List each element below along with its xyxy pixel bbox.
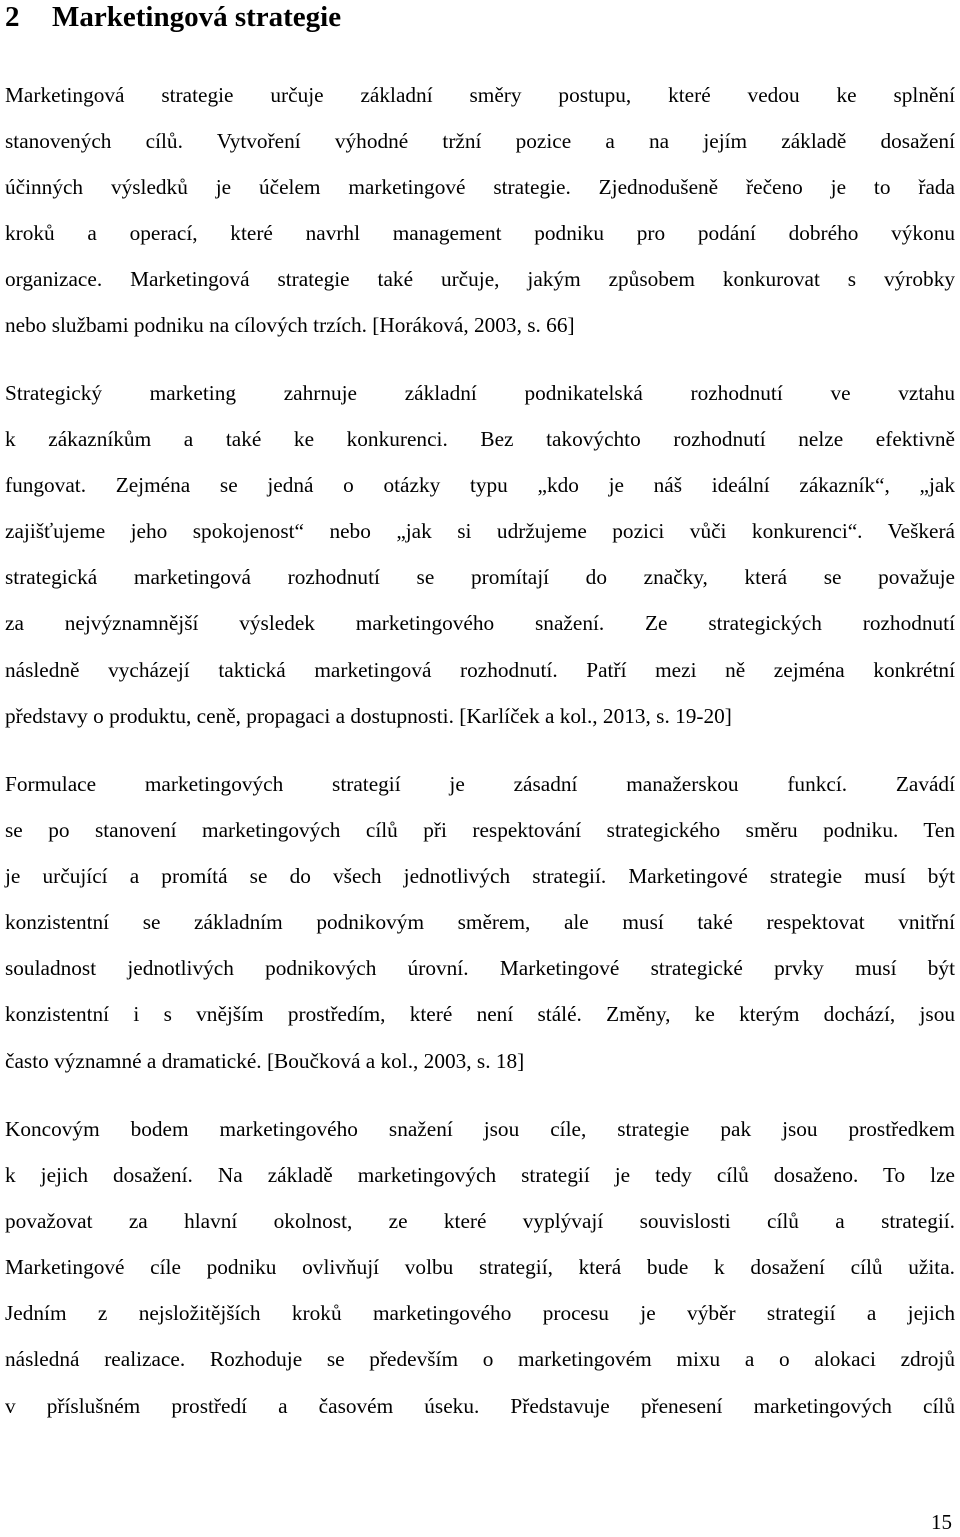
- text-line: k zákazníkům a také ke konkurenci. Bez takovýchto rozhodnutí nelze efektivně: [5, 427, 955, 452]
- text-line: za nejvýznamnější výsledek marketingového snažení. Ze strategických rozhodnutí: [5, 611, 955, 636]
- text-line: Formulace marketingových strategií je zásadní manažerskou funkcí. Zavádí: [5, 772, 955, 796]
- text-line: Marketingové cíle podniku ovlivňují volbu strategií, která bude k dosažení cílů užita.: [5, 1255, 955, 1280]
- paragraph-4: [5, 1106, 955, 1429]
- text-line: se po stanovení marketingových cílů při respektování strategického směru podniku. Ten: [5, 818, 955, 843]
- text-line: k jejich dosažení. Na základě marketingových strategií je tedy cílů dosaženo. To lze: [5, 1163, 955, 1188]
- text-line: Marketingová strategie určuje základní směry postupu, které vedou ke splnění: [5, 83, 955, 107]
- page-number: 15: [931, 1510, 952, 1534]
- chapter-number: 2: [5, 1, 20, 33]
- text-line: konzistentní i s vnějším prostředím, které není stálé. Změny, ke kterým dochází, jsou: [5, 1002, 955, 1027]
- text-line: fungovat. Zejména se jedná o otázky typu „kdo je náš ideální zákazník“, „jak: [5, 473, 955, 498]
- text-line: představy o produktu, ceně, propagaci a dostupnosti. [Karlíček a kol., 2013, s. 19-20]: [5, 703, 732, 728]
- text-line: organizace. Marketingová strategie také určuje, jakým způsobem konkurovat s výrobky: [5, 267, 955, 292]
- chapter-heading: [5, 0, 341, 40]
- text-line: Jedním z nejsložitějších kroků marketingového procesu je výběr strategií a jejich: [5, 1301, 955, 1326]
- paragraph-2: [5, 370, 955, 739]
- text-line: kroků a operací, které navrhl management podniku pro podání dobrého výkonu: [5, 221, 955, 246]
- text-line: stanovených cílů. Vytvoření výhodné tržní pozice a na jejím základě dosažení: [5, 129, 955, 154]
- paragraph-1: [5, 72, 955, 349]
- text-line: účinných výsledků je účelem marketingové strategie. Zjednodušeně řečeno je to řada: [5, 175, 955, 200]
- chapter-title: Marketingová strategie: [52, 1, 342, 33]
- text-line: Strategický marketing zahrnuje základní podnikatelská rozhodnutí ve vztahu: [5, 381, 955, 405]
- text-line: konzistentní se základním podnikovým směrem, ale musí také respektovat vnitřní: [5, 910, 955, 935]
- text-line: zajišťujeme jeho spokojenost“ nebo „jak si udržujeme pozici vůči konkurenci“. Veškerá: [5, 519, 955, 544]
- text-line: nebo službami podniku na cílových trzích. [Horáková, 2003, s. 66]: [5, 313, 575, 338]
- text-line: často významné a dramatické. [Boučková a kol., 2003, s. 18]: [5, 1048, 525, 1073]
- text-line: Koncovým bodem marketingového snažení jsou cíle, strategie pak jsou prostředkem: [5, 1117, 955, 1141]
- text-line: v příslušném prostředí a časovém úseku. Představuje přenesení marketingových cílů: [5, 1393, 955, 1418]
- text-line: souladnost jednotlivých podnikových úrovní. Marketingové strategické prvky musí být: [5, 956, 955, 981]
- text-line: je určující a promítá se do všech jednotlivých strategií. Marketingové strategie musí být: [5, 864, 955, 889]
- text-line: považovat za hlavní okolnost, ze které vyplývají souvislosti cílů a strategií.: [5, 1209, 955, 1234]
- text-line: strategická marketingová rozhodnutí se promítají do značky, která se považuje: [5, 565, 955, 590]
- paragraph-3: [5, 761, 955, 1084]
- text-line: následně vycházejí taktická marketingová rozhodnutí. Patří mezi ně zejména konkrétní: [5, 657, 955, 682]
- text-line: následná realizace. Rozhoduje se především o marketingovém mixu a o alokaci zdrojů: [5, 1347, 955, 1372]
